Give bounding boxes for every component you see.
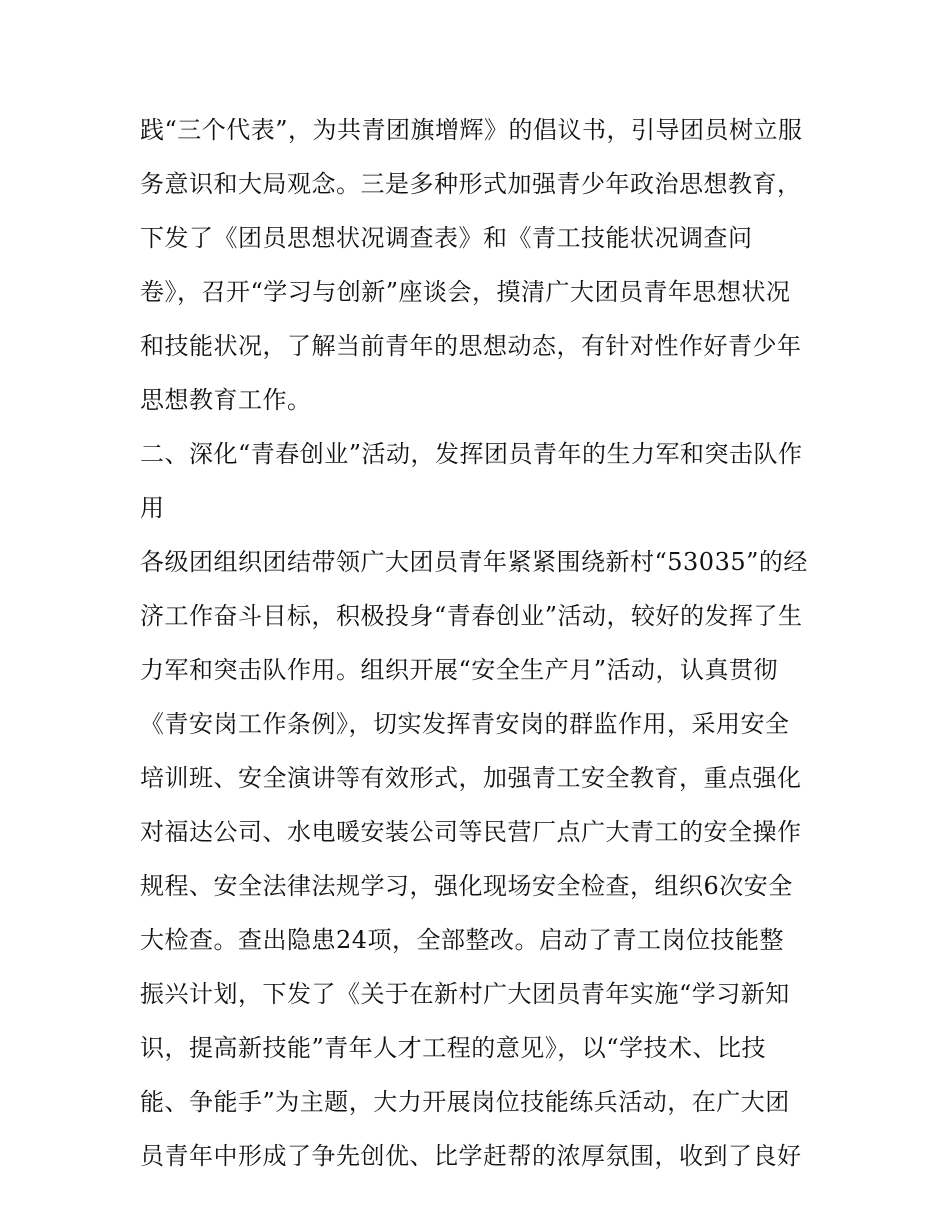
section-heading: 用 — [140, 494, 165, 522]
text-line: 振兴计划，下发了《关于在新村广大团员青年实施“学习新知 — [140, 980, 790, 1008]
text-line: 力军和突击队作用。组织开展“安全生产月”活动，认真贯彻 — [140, 656, 779, 684]
text-line: 员青年中形成了争先创优、比学赶帮的浓厚氛围，收到了良好 — [140, 1142, 802, 1170]
text-line: 思想教育工作。 — [140, 386, 312, 414]
text-line: 能、争能手”为主题，大力开展岗位技能练兵活动，在广大团 — [140, 1088, 790, 1116]
text-line: 各级团组织团结带领广大团员青年紧紧围绕新村“53035”的经 — [140, 548, 808, 576]
text-line: 规程、安全法律法规学习，强化现场安全检查，组织6次安全 — [140, 872, 793, 900]
text-line: 济工作奋斗目标，积极投身“青春创业”活动，较好的发挥了生 — [140, 602, 803, 630]
text-line: 识，提高新技能”青年人才工程的意见》，以“学技术、比技 — [140, 1034, 767, 1062]
text-line: 和技能状况，了解当前青年的思想动态，有针对性作好青少年 — [140, 332, 802, 360]
text-line: 《青安岗工作条例》，切实发挥青安岗的群监作用，采用安全 — [140, 710, 790, 738]
text-line: 务意识和大局观念。三是多种形式加强青少年政治思想教育， — [140, 170, 802, 198]
text-line: 践“三个代表”，为共青团旗增辉》的倡议书，引导团员树立服 — [140, 116, 803, 144]
text-line: 卷》，召开“学习与创新”座谈会，摸清广大团员青年思想状况 — [140, 278, 791, 306]
text-line: 培训班、安全演讲等有效形式，加强青工安全教育，重点强化 — [140, 764, 802, 792]
text-line: 下发了《团员思想状况调查表》和《青工技能状况调查问 — [140, 224, 753, 252]
section-heading: 二、深化“青春创业”活动，发挥团员青年的生力军和突击队作 — [140, 440, 803, 468]
text-line: 大检查。查出隐患24项，全部整改。启动了青工岗位技能整 — [140, 926, 785, 954]
text-line: 对福达公司、水电暖安装公司等民营厂点广大青工的安全操作 — [140, 818, 802, 846]
